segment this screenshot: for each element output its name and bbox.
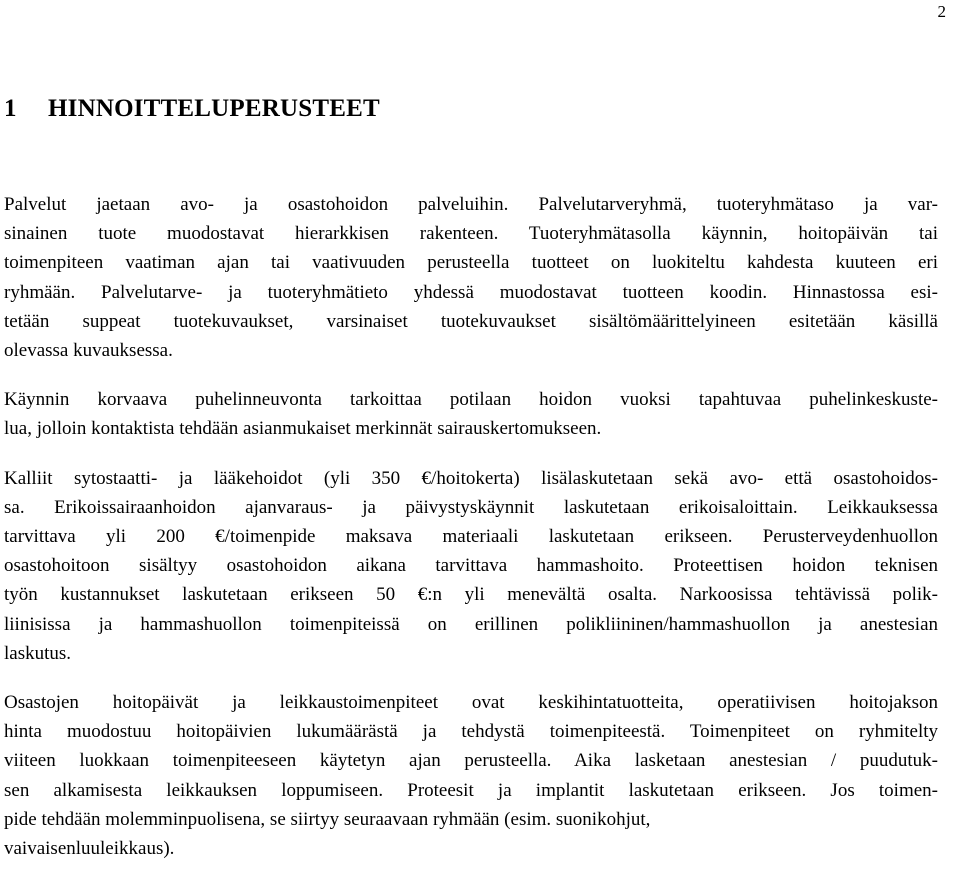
text-line: tarvittava yli 200 €/toimenpide maksava materiaali laskutetaan erikseen. Perusterveydenhuollon	[4, 526, 938, 548]
text-line: ryhmään. Palvelutarve- ja tuoteryhmätieto yhdessä muodostavat tuotteen koodin. Hinnastossa esi-	[4, 281, 938, 303]
text-line: Käynnin korvaava puhelinneuvonta tarkoittaa potilaan hoidon vuoksi tapahtuvaa puhelinkeskuste-	[4, 389, 938, 411]
text-line: sa. Erikoissairaanhoidon ajanvaraus- ja päivystyskäynnit laskutetaan erikoisaloittain. Leikkauksessa	[4, 496, 938, 518]
text-line: osastohoitoon sisältyy osastohoidon aikana tarvittava hammashoito. Proteettisen hoidon teknisen	[4, 555, 938, 577]
section-title: HINNOITTELUPERUSTEET	[48, 95, 380, 122]
text-line: laskutus.	[4, 642, 72, 664]
text-line: vaivaisenluuleikkaus).	[4, 838, 175, 860]
text-line: olevassa kuvauksessa.	[4, 340, 173, 362]
text-line: Osastojen hoitopäivät ja leikkaustoimenpiteet ovat keskihintatuotteita, operatiivisen hoitojakson	[4, 692, 938, 714]
section-number: 1	[4, 95, 17, 122]
paragraph-additional-billing	[4, 464, 938, 668]
paragraph-service-structure	[4, 190, 938, 365]
text-line: tetään suppeat tuotekuvaukset, varsinaiset tuotekuvaukset sisältömäärittelyineen esitetään käsillä	[4, 310, 938, 332]
text-line: Kalliit sytostaatti- ja lääkehoidot (yli 350 €/hoitokerta) lisälaskutetaan sekä avo- että osastohoidos-	[4, 467, 938, 489]
text-line: sen alkamisesta leikkauksen loppumiseen. Proteesit ja implantit laskutetaan erikseen. Jos toimen-	[4, 779, 938, 801]
paragraph-ward-days	[4, 688, 938, 863]
text-line: toimenpiteen vaatiman ajan tai vaativuuden perusteella tuotteet on luokiteltu kahdesta kuuteen eri	[4, 252, 938, 274]
text-line: viiteen luokkaan toimenpiteeseen käytetyn ajan perusteella. Aika lasketaan anestesian / puudutuk-	[4, 750, 938, 772]
text-line: pide tehdään molemminpuolisena, se siirtyy seuraavaan ryhmään (esim. suonikohjut,	[4, 808, 651, 830]
text-line: sinainen tuote muodostavat hierarkkisen rakenteen. Tuoteryhmätasolla käynnin, hoitopäivän tai	[4, 223, 938, 245]
body-text	[4, 190, 938, 883]
text-line: lua, jolloin kontaktista tehdään asianmukaiset merkinnät sairauskertomukseen.	[4, 418, 602, 440]
section-heading	[4, 93, 380, 125]
paragraph-phone-advice	[4, 385, 938, 443]
text-line: työn kustannukset laskutetaan erikseen 50 €:n yli menevältä osalta. Narkoosissa tehtävissä polik-	[4, 584, 938, 606]
text-line: liinisissa ja hammashuollon toimenpiteissä on erillinen polikliininen/hammashuollon ja anestesian	[4, 613, 938, 635]
text-line: Palvelut jaetaan avo- ja osastohoidon palveluihin. Palvelutarveryhmä, tuoteryhmätaso ja var-	[4, 194, 938, 215]
text-line: hinta muodostuu hoitopäivien lukumäärästä ja tehdystä toimenpiteestä. Toimenpiteet on ryhmitelty	[4, 721, 938, 743]
page-number: 2	[937, 2, 946, 21]
